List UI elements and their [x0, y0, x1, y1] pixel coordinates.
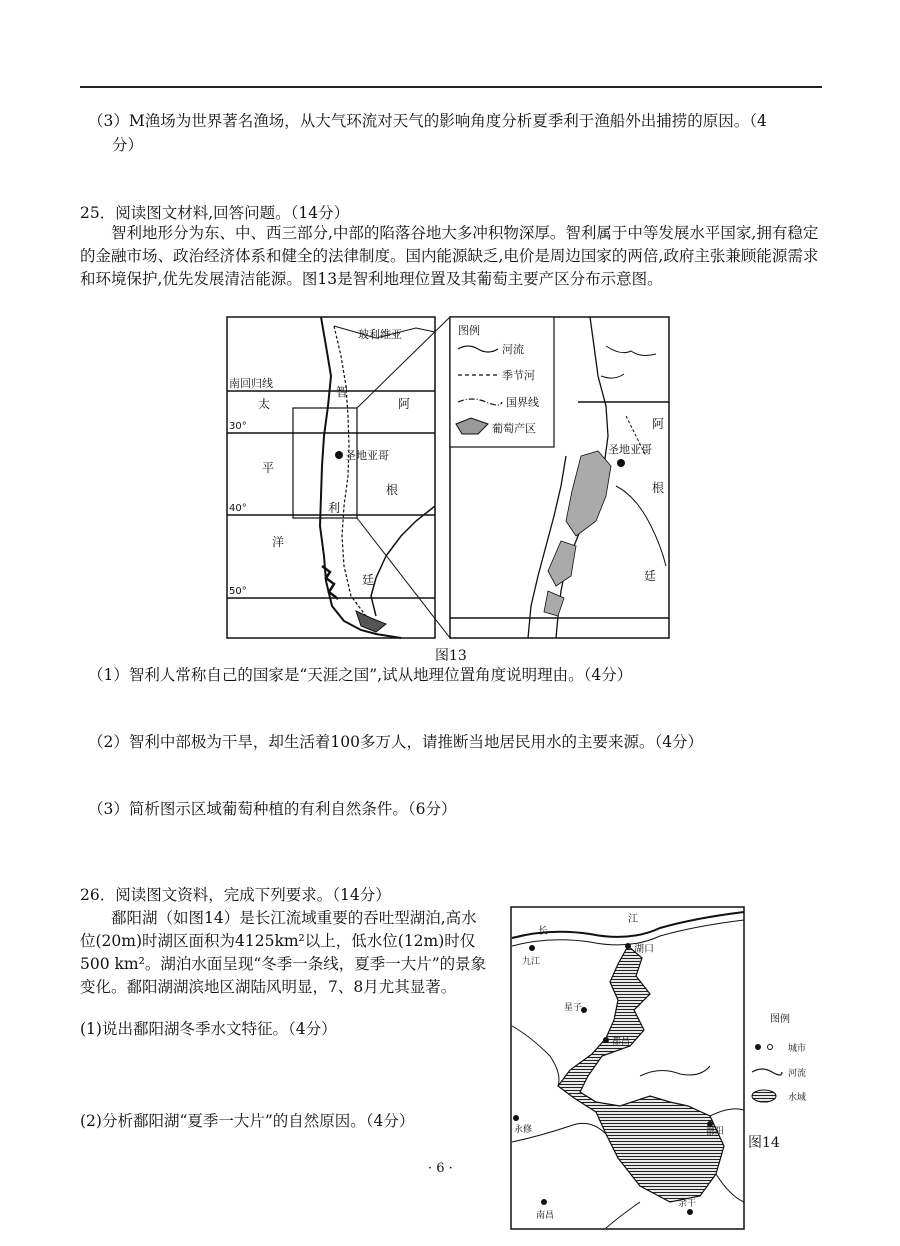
figure-14-legend: [748, 1010, 828, 1110]
figure-14-map: [510, 906, 746, 1232]
label-yongxiu: 永修: [514, 1125, 533, 1135]
page-number: · 6 ·: [428, 1161, 453, 1176]
legend14-title: 图例: [770, 1014, 790, 1025]
q25-question-3: （3）简析图示区域葡萄种植的有利自然条件。（6分）: [88, 800, 457, 818]
label-right-argentina-1: 阿: [652, 417, 665, 431]
legend13-title: 图例: [458, 324, 480, 337]
label-santiago-left: 圣地亚哥: [345, 449, 389, 462]
legend13-border: 国界线: [506, 396, 539, 409]
label-right-argentina-3: 廷: [644, 569, 657, 583]
label-lat30: 30°: [229, 421, 247, 432]
q26-question-1: (1)说出鄱阳湖冬季水文特征。（4分）: [80, 1020, 337, 1038]
label-jiang: 江: [628, 914, 638, 925]
legend14-river: 河流: [788, 1069, 807, 1079]
label-right-argentina-2: 根: [652, 481, 665, 495]
figure-13-map: [226, 316, 672, 642]
label-bolivia: 玻利维亚: [358, 328, 402, 341]
legend14-water: 水域: [788, 1093, 807, 1103]
legend13-grape-region: 葡萄产区: [492, 422, 536, 435]
q26-material: 鄱阳湖（如图14）是长江流域重要的吞吐型湖泊,高水位(20m)时湖区面积为4125km²以上，低水位(12m)时仅500 km²。湖泊水面呈现“冬季一条线，夏季一大片”的景象变化。鄱阳湖湖滨地区湖陆风明显，7、8月尤其显著。: [80, 909, 487, 996]
label-lat40: 40°: [229, 503, 247, 514]
q24-part3-line2: 分）: [112, 136, 144, 154]
header-rule: [80, 86, 822, 88]
label-yugan: 余干: [678, 1199, 697, 1209]
q25-heading: 25．阅读图文材料,回答问题。（14分）: [80, 204, 350, 222]
label-taiping-2: 平: [262, 461, 275, 475]
q24-part3-line1: （3）M渔场为世界著名渔场，从大气环流对天气的影响角度分析夏季利于渔船外出捕捞的原因。（4: [88, 112, 767, 130]
label-chile-2: 利: [328, 501, 341, 515]
label-tropic: 南回归线: [229, 377, 273, 390]
figure-14-caption: 图14: [748, 1135, 780, 1151]
legend13-river: 河流: [502, 343, 524, 356]
legend13-seasonal-river: 季节河: [502, 369, 535, 382]
q25-question-2: （2）智利中部极为干旱，却生活着100多万人，请推断当地居民用水的主要来源。（4分）: [88, 733, 704, 751]
label-chile-1: 智: [336, 385, 349, 399]
label-xingzi: 星子: [564, 1003, 583, 1013]
label-hukou: 湖口: [634, 944, 654, 955]
label-santiago-right: 圣地亚哥: [608, 443, 652, 456]
label-argentina-1: 阿: [398, 397, 411, 411]
label-argentina-2: 根: [386, 483, 399, 497]
legend14-city: 城市: [788, 1044, 807, 1054]
label-argentina-3: 廷: [362, 573, 375, 587]
label-taiping-1: 太: [258, 397, 271, 411]
q25-material: 智利地形分为东、中、西三部分,中部的陷落谷地大多冲积物深厚。智利属于中等发展水平国家,拥有稳定的金融市场、政治经济体系和健全的法律制度。国内能源缺乏,电价是周边国家的两倍,政府主张兼顾能源需求和环境保护,优先发展清洁能源。图13是智利地理位置及其葡萄主要产区分布示意图。: [80, 224, 819, 288]
q26-question-2: (2)分析鄱阳湖“夏季一大片”的自然原因。（4分）: [80, 1112, 415, 1130]
figure-13-caption: 图13: [435, 648, 467, 664]
label-taiping-3: 洋: [272, 535, 285, 549]
label-nanchang: 南昌: [536, 1211, 555, 1221]
label-lat50: 50°: [229, 586, 247, 597]
q25-question-1: （1）智利人常称自己的国家是“天涯之国”,试从地理位置角度说明理由。（4分）: [88, 666, 633, 684]
q26-heading: 26．阅读图文资料，完成下列要求。（14分）: [80, 886, 391, 904]
label-jiujiang: 九江: [522, 957, 541, 967]
label-chang: 长: [538, 926, 548, 937]
label-poyang: 鄱阳: [706, 1127, 725, 1137]
label-duchang: 都昌: [612, 1037, 631, 1047]
